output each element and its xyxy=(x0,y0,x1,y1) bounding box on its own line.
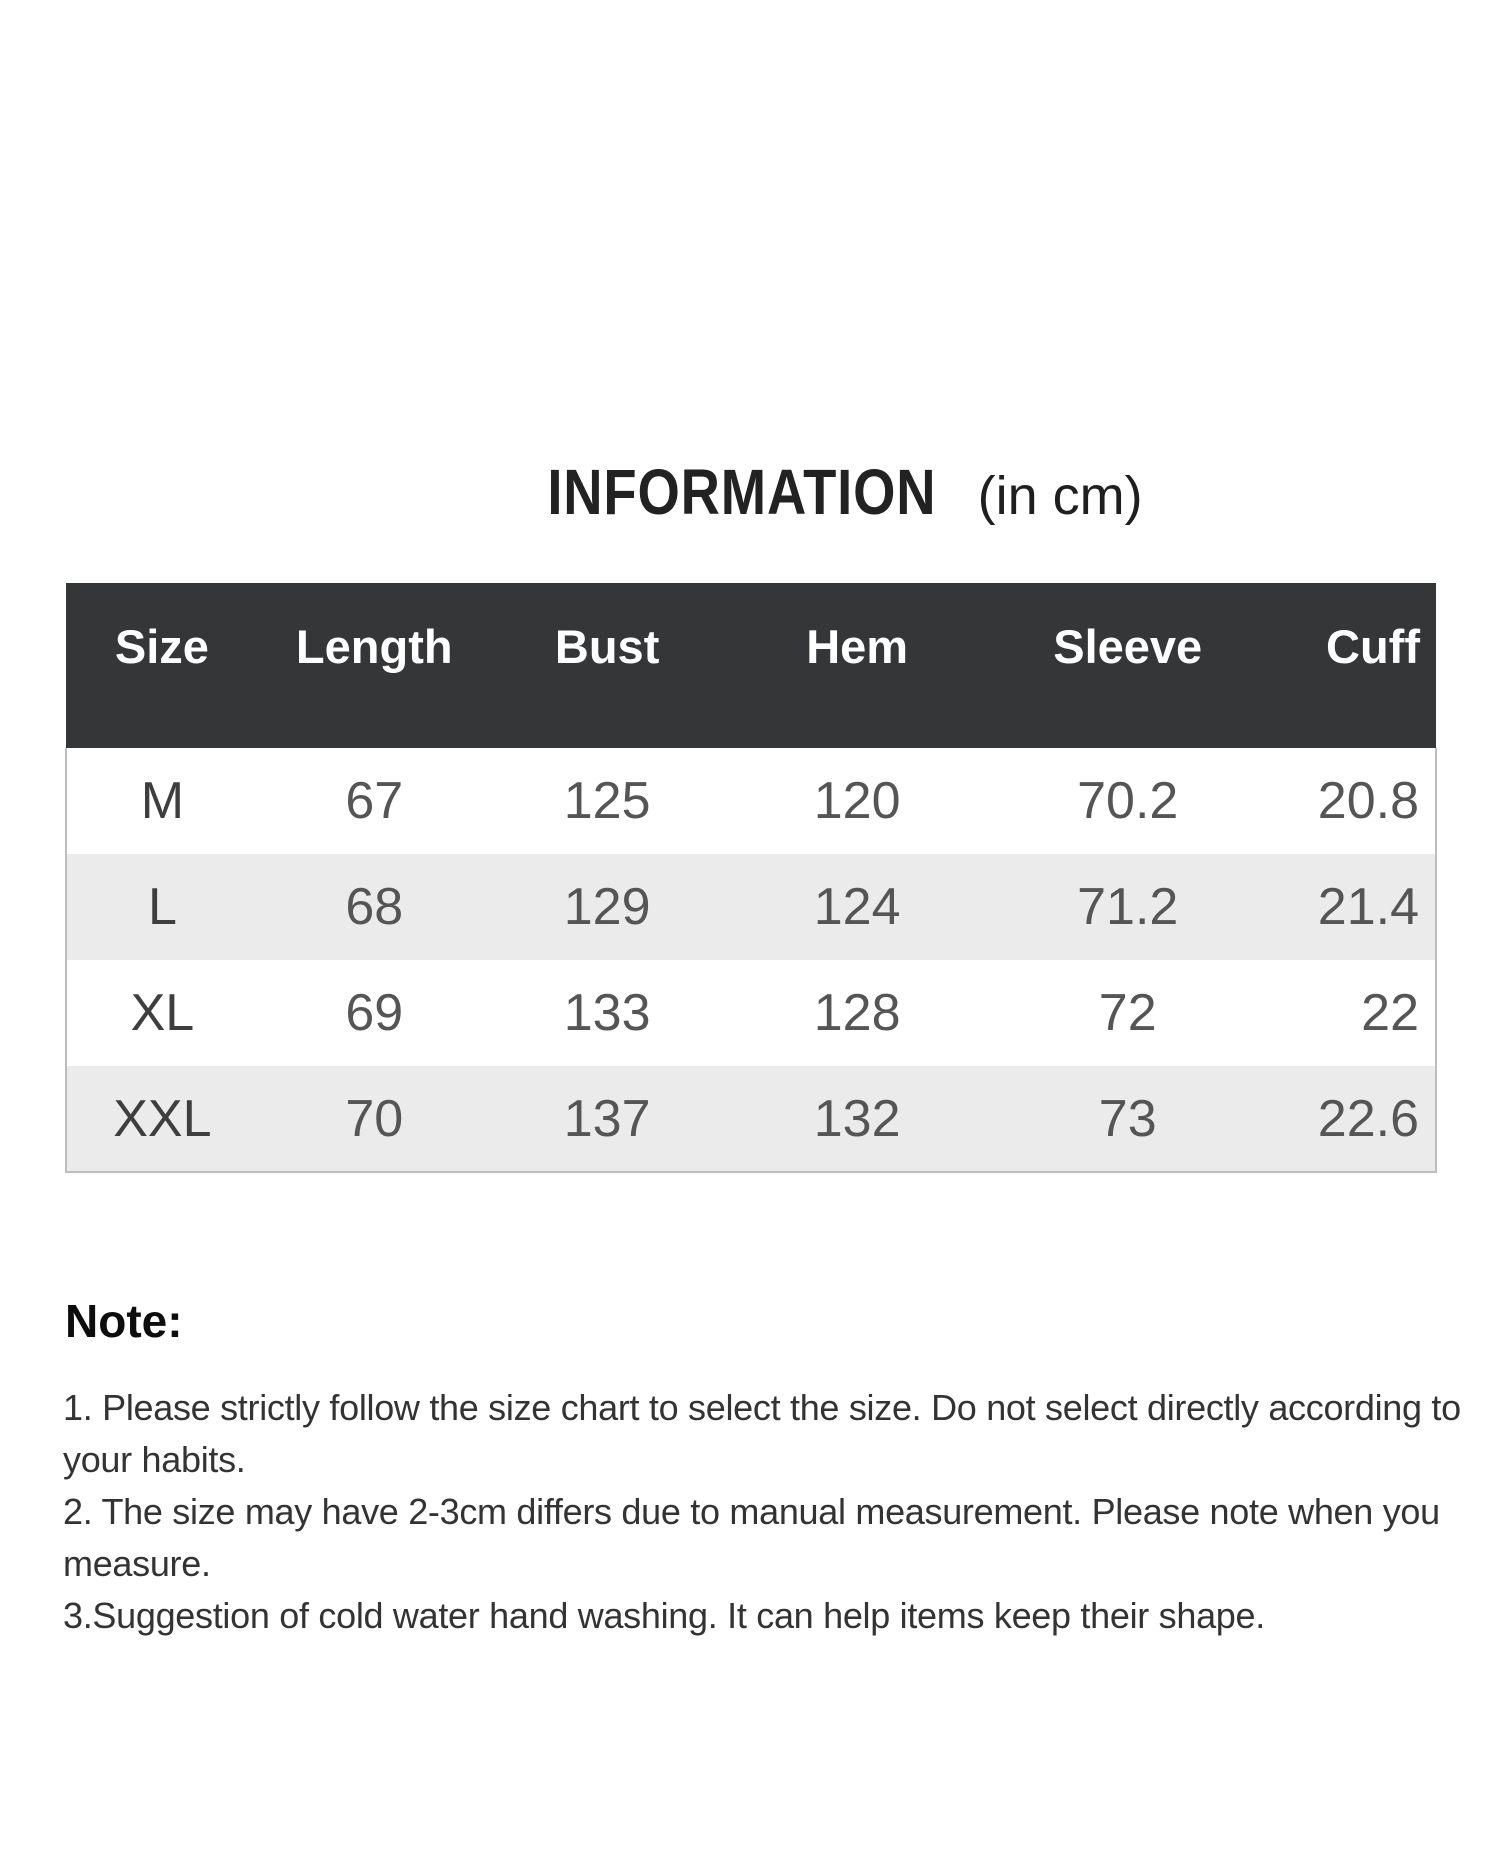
size-cell: M xyxy=(66,748,258,854)
table-row-l xyxy=(66,854,1436,960)
measurement-cell-sleeve: 71.2 xyxy=(1077,878,1179,936)
measurement-cell-cuff: 20.8 xyxy=(1265,748,1436,854)
table-row-m xyxy=(66,748,1436,854)
note-list xyxy=(63,1382,1463,1642)
measurement-cell-hem: 128 xyxy=(813,984,901,1042)
size-chart xyxy=(65,583,1437,1173)
note-item-1: 1. Please strictly follow the size chart to select the size. Do not select directly according to your habits. xyxy=(63,1387,1461,1480)
measurement-cell-cuff: 22.6 xyxy=(1265,1066,1436,1172)
page-title xyxy=(0,455,1500,529)
measurement-cell-hem: 124 xyxy=(813,878,901,936)
title-unit-label: (in cm) xyxy=(977,466,1143,526)
size-cell: XL xyxy=(66,960,258,1066)
column-header-sleeve: Sleeve xyxy=(991,583,1265,748)
page-title-inner xyxy=(513,455,1142,529)
measurement-cell-bust: 129 xyxy=(563,878,651,936)
table-header-row xyxy=(66,583,1436,748)
measurement-cell-bust: 125 xyxy=(563,772,651,830)
note-item-2: 2. The size may have 2-3cm differs due to manual measurement. Please note when you measure. xyxy=(63,1491,1440,1584)
measurement-cell-length: 70 xyxy=(258,1066,491,1172)
measurement-cell-hem: 120 xyxy=(813,772,901,830)
measurement-cell-sleeve: 73 xyxy=(991,1066,1265,1172)
table-row-xxl xyxy=(66,1066,1436,1172)
column-header-bust: Bust xyxy=(491,583,724,748)
column-header-size: Size xyxy=(66,583,258,748)
size-cell: XXL xyxy=(66,1066,258,1172)
column-header-length: Length xyxy=(258,583,491,748)
note-heading: Note: xyxy=(65,1295,183,1347)
size-chart-table xyxy=(65,583,1437,1173)
column-header-hem: Hem xyxy=(724,583,991,748)
measurement-cell-sleeve: 72 xyxy=(1098,984,1157,1042)
title-text: INFORMATION xyxy=(547,456,937,528)
note-item-3: 3.Suggestion of cold water hand washing. It can help items keep their shape. xyxy=(63,1595,1265,1636)
measurement-cell-cuff: 21.4 xyxy=(1265,854,1436,960)
size-cell: L xyxy=(66,854,258,960)
measurement-cell-bust: 133 xyxy=(563,984,651,1042)
measurement-cell-length: 67 xyxy=(345,772,404,830)
measurement-cell-cuff: 22 xyxy=(1265,960,1436,1066)
measurement-cell-length: 69 xyxy=(345,984,404,1042)
table-row-xl xyxy=(66,960,1436,1066)
measurement-cell-length: 68 xyxy=(345,878,404,936)
column-header-cuff: Cuff xyxy=(1265,583,1436,748)
measurement-cell-sleeve: 70.2 xyxy=(1077,772,1179,830)
measurement-cell-hem: 132 xyxy=(724,1066,991,1172)
measurement-cell-bust: 137 xyxy=(491,1066,724,1172)
